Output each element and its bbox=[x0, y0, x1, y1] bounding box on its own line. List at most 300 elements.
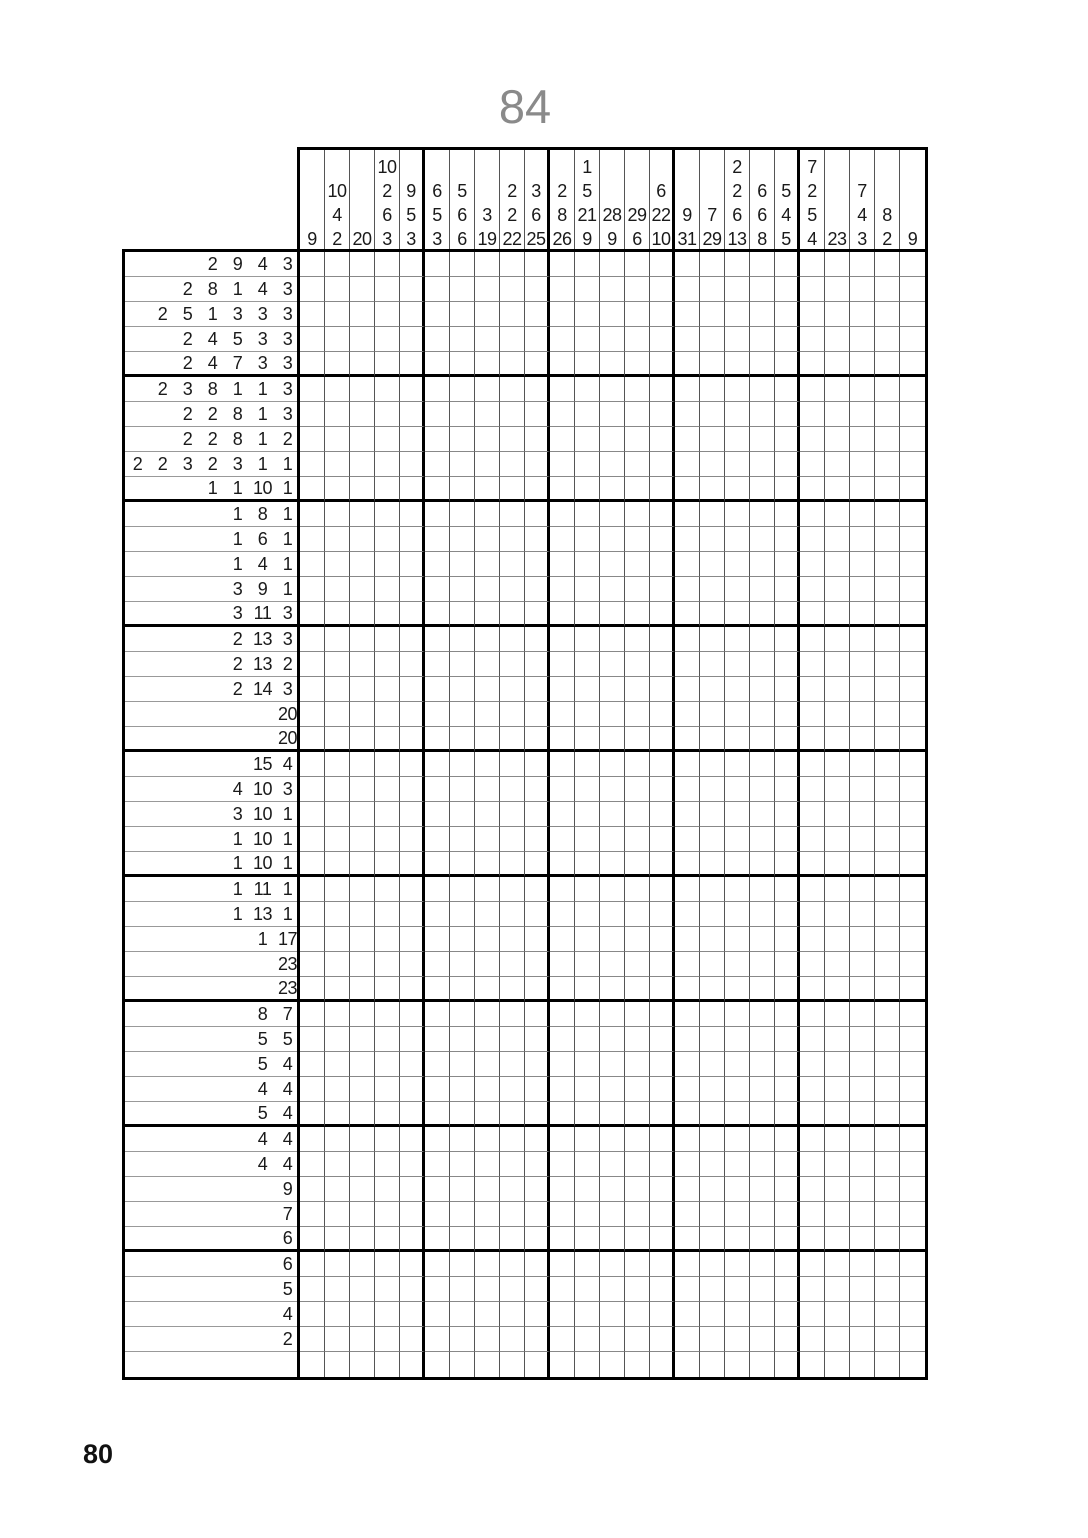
grid-cell[interactable] bbox=[725, 727, 750, 752]
grid-cell[interactable] bbox=[425, 1327, 450, 1352]
grid-cell[interactable] bbox=[600, 302, 625, 327]
grid-cell[interactable] bbox=[425, 1002, 450, 1027]
grid-cell[interactable] bbox=[375, 502, 400, 527]
grid-cell[interactable] bbox=[425, 977, 450, 1002]
grid-cell[interactable] bbox=[750, 377, 775, 402]
grid-cell[interactable] bbox=[375, 252, 400, 277]
grid-cell[interactable] bbox=[875, 252, 900, 277]
grid-cell[interactable] bbox=[650, 752, 675, 777]
grid-cell[interactable] bbox=[400, 852, 425, 877]
grid-cell[interactable] bbox=[550, 652, 575, 677]
grid-cell[interactable] bbox=[475, 502, 500, 527]
grid-cell[interactable] bbox=[400, 552, 425, 577]
grid-cell[interactable] bbox=[650, 1027, 675, 1052]
grid-cell[interactable] bbox=[750, 252, 775, 277]
grid-cell[interactable] bbox=[900, 1327, 925, 1352]
grid-cell[interactable] bbox=[550, 502, 575, 527]
grid-cell[interactable] bbox=[525, 927, 550, 952]
grid-cell[interactable] bbox=[650, 252, 675, 277]
grid-cell[interactable] bbox=[875, 1227, 900, 1252]
grid-cell[interactable] bbox=[550, 477, 575, 502]
grid-cell[interactable] bbox=[700, 1277, 725, 1302]
grid-cell[interactable] bbox=[675, 377, 700, 402]
grid-cell[interactable] bbox=[625, 302, 650, 327]
grid-cell[interactable] bbox=[825, 1327, 850, 1352]
grid-cell[interactable] bbox=[700, 1127, 725, 1152]
grid-cell[interactable] bbox=[575, 1277, 600, 1302]
grid-cell[interactable] bbox=[875, 927, 900, 952]
grid-cell[interactable] bbox=[900, 277, 925, 302]
grid-cell[interactable] bbox=[900, 577, 925, 602]
grid-cell[interactable] bbox=[775, 627, 800, 652]
grid-cell[interactable] bbox=[850, 877, 875, 902]
grid-cell[interactable] bbox=[800, 627, 825, 652]
grid-cell[interactable] bbox=[900, 427, 925, 452]
grid-cell[interactable] bbox=[900, 352, 925, 377]
grid-cell[interactable] bbox=[775, 552, 800, 577]
grid-cell[interactable] bbox=[700, 427, 725, 452]
grid-cell[interactable] bbox=[525, 977, 550, 1002]
grid-cell[interactable] bbox=[475, 577, 500, 602]
grid-cell[interactable] bbox=[350, 352, 375, 377]
grid-cell[interactable] bbox=[575, 402, 600, 427]
grid-cell[interactable] bbox=[325, 802, 350, 827]
grid-cell[interactable] bbox=[625, 1202, 650, 1227]
grid-cell[interactable] bbox=[325, 1102, 350, 1127]
grid-cell[interactable] bbox=[625, 1027, 650, 1052]
grid-cell[interactable] bbox=[850, 977, 875, 1002]
grid-cell[interactable] bbox=[500, 752, 525, 777]
grid-cell[interactable] bbox=[550, 802, 575, 827]
grid-cell[interactable] bbox=[900, 1077, 925, 1102]
grid-cell[interactable] bbox=[800, 552, 825, 577]
grid-cell[interactable] bbox=[775, 1002, 800, 1027]
grid-cell[interactable] bbox=[300, 1252, 325, 1277]
grid-cell[interactable] bbox=[425, 352, 450, 377]
grid-cell[interactable] bbox=[425, 477, 450, 502]
grid-cell[interactable] bbox=[450, 1077, 475, 1102]
grid-cell[interactable] bbox=[625, 1227, 650, 1252]
grid-cell[interactable] bbox=[450, 1152, 475, 1177]
grid-cell[interactable] bbox=[750, 1052, 775, 1077]
grid-cell[interactable] bbox=[400, 702, 425, 727]
grid-cell[interactable] bbox=[325, 1152, 350, 1177]
grid-cell[interactable] bbox=[400, 802, 425, 827]
grid-cell[interactable] bbox=[850, 1052, 875, 1077]
grid-cell[interactable] bbox=[575, 652, 600, 677]
grid-cell[interactable] bbox=[575, 352, 600, 377]
grid-cell[interactable] bbox=[425, 277, 450, 302]
grid-cell[interactable] bbox=[425, 302, 450, 327]
grid-cell[interactable] bbox=[350, 302, 375, 327]
grid-cell[interactable] bbox=[900, 1102, 925, 1127]
grid-cell[interactable] bbox=[650, 727, 675, 752]
grid-cell[interactable] bbox=[575, 627, 600, 652]
grid-cell[interactable] bbox=[400, 1002, 425, 1027]
grid-cell[interactable] bbox=[750, 1302, 775, 1327]
grid-cell[interactable] bbox=[450, 852, 475, 877]
grid-cell[interactable] bbox=[375, 1127, 400, 1152]
grid-cell[interactable] bbox=[625, 802, 650, 827]
grid-cell[interactable] bbox=[475, 1102, 500, 1127]
grid-cell[interactable] bbox=[675, 277, 700, 302]
grid-cell[interactable] bbox=[825, 1027, 850, 1052]
grid-cell[interactable] bbox=[425, 1302, 450, 1327]
grid-cell[interactable] bbox=[400, 452, 425, 477]
grid-cell[interactable] bbox=[900, 802, 925, 827]
grid-cell[interactable] bbox=[800, 1252, 825, 1277]
grid-cell[interactable] bbox=[775, 1202, 800, 1227]
grid-cell[interactable] bbox=[675, 252, 700, 277]
grid-cell[interactable] bbox=[675, 1352, 700, 1377]
grid-cell[interactable] bbox=[725, 1102, 750, 1127]
grid-cell[interactable] bbox=[850, 802, 875, 827]
grid-cell[interactable] bbox=[550, 452, 575, 477]
grid-cell[interactable] bbox=[875, 702, 900, 727]
grid-cell[interactable] bbox=[325, 452, 350, 477]
grid-cell[interactable] bbox=[350, 902, 375, 927]
grid-cell[interactable] bbox=[400, 1302, 425, 1327]
grid-cell[interactable] bbox=[400, 752, 425, 777]
grid-cell[interactable] bbox=[850, 377, 875, 402]
grid-cell[interactable] bbox=[675, 1102, 700, 1127]
grid-cell[interactable] bbox=[475, 1227, 500, 1252]
grid-cell[interactable] bbox=[625, 1152, 650, 1177]
grid-cell[interactable] bbox=[675, 877, 700, 902]
grid-cell[interactable] bbox=[775, 252, 800, 277]
grid-cell[interactable] bbox=[800, 652, 825, 677]
grid-cell[interactable] bbox=[850, 702, 875, 727]
grid-cell[interactable] bbox=[850, 452, 875, 477]
grid-cell[interactable] bbox=[375, 1302, 400, 1327]
grid-cell[interactable] bbox=[575, 302, 600, 327]
grid-cell[interactable] bbox=[525, 1277, 550, 1302]
grid-cell[interactable] bbox=[675, 827, 700, 852]
grid-cell[interactable] bbox=[350, 627, 375, 652]
grid-cell[interactable] bbox=[475, 1177, 500, 1202]
grid-cell[interactable] bbox=[525, 452, 550, 477]
grid-cell[interactable] bbox=[900, 677, 925, 702]
grid-cell[interactable] bbox=[575, 702, 600, 727]
grid-cell[interactable] bbox=[375, 427, 400, 452]
grid-cell[interactable] bbox=[700, 1002, 725, 1027]
grid-cell[interactable] bbox=[500, 677, 525, 702]
grid-cell[interactable] bbox=[900, 1277, 925, 1302]
grid-cell[interactable] bbox=[725, 1052, 750, 1077]
grid-cell[interactable] bbox=[550, 1027, 575, 1052]
grid-cell[interactable] bbox=[400, 327, 425, 352]
grid-cell[interactable] bbox=[475, 1252, 500, 1277]
grid-cell[interactable] bbox=[775, 1152, 800, 1177]
grid-cell[interactable] bbox=[450, 777, 475, 802]
grid-cell[interactable] bbox=[400, 877, 425, 902]
grid-cell[interactable] bbox=[450, 1177, 475, 1202]
grid-cell[interactable] bbox=[900, 602, 925, 627]
grid-cell[interactable] bbox=[700, 702, 725, 727]
grid-cell[interactable] bbox=[525, 527, 550, 552]
grid-cell[interactable] bbox=[900, 1152, 925, 1177]
grid-cell[interactable] bbox=[500, 1077, 525, 1102]
grid-cell[interactable] bbox=[350, 502, 375, 527]
grid-cell[interactable] bbox=[800, 727, 825, 752]
grid-cell[interactable] bbox=[625, 477, 650, 502]
grid-cell[interactable] bbox=[700, 502, 725, 527]
grid-cell[interactable] bbox=[300, 727, 325, 752]
grid-cell[interactable] bbox=[750, 327, 775, 352]
grid-cell[interactable] bbox=[300, 1227, 325, 1252]
grid-cell[interactable] bbox=[825, 802, 850, 827]
grid-cell[interactable] bbox=[475, 477, 500, 502]
grid-cell[interactable] bbox=[825, 827, 850, 852]
grid-cell[interactable] bbox=[425, 577, 450, 602]
grid-cell[interactable] bbox=[850, 1302, 875, 1327]
grid-cell[interactable] bbox=[825, 702, 850, 727]
grid-cell[interactable] bbox=[400, 277, 425, 302]
grid-cell[interactable] bbox=[625, 927, 650, 952]
grid-cell[interactable] bbox=[675, 427, 700, 452]
grid-cell[interactable] bbox=[375, 1052, 400, 1077]
grid-cell[interactable] bbox=[325, 1127, 350, 1152]
grid-cell[interactable] bbox=[900, 452, 925, 477]
grid-cell[interactable] bbox=[725, 1077, 750, 1102]
grid-cell[interactable] bbox=[550, 327, 575, 352]
grid-cell[interactable] bbox=[600, 1077, 625, 1102]
grid-cell[interactable] bbox=[825, 902, 850, 927]
grid-cell[interactable] bbox=[775, 1327, 800, 1352]
grid-cell[interactable] bbox=[450, 827, 475, 852]
grid-cell[interactable] bbox=[625, 602, 650, 627]
grid-cell[interactable] bbox=[350, 402, 375, 427]
grid-cell[interactable] bbox=[600, 377, 625, 402]
grid-cell[interactable] bbox=[525, 252, 550, 277]
grid-cell[interactable] bbox=[600, 652, 625, 677]
grid-cell[interactable] bbox=[875, 1127, 900, 1152]
grid-cell[interactable] bbox=[575, 452, 600, 477]
grid-cell[interactable] bbox=[800, 702, 825, 727]
grid-cell[interactable] bbox=[425, 1227, 450, 1252]
grid-cell[interactable] bbox=[375, 627, 400, 652]
grid-cell[interactable] bbox=[350, 527, 375, 552]
grid-cell[interactable] bbox=[800, 802, 825, 827]
grid-cell[interactable] bbox=[600, 1177, 625, 1202]
grid-cell[interactable] bbox=[775, 677, 800, 702]
grid-cell[interactable] bbox=[725, 627, 750, 652]
grid-cell[interactable] bbox=[875, 577, 900, 602]
grid-cell[interactable] bbox=[900, 302, 925, 327]
grid-cell[interactable] bbox=[325, 952, 350, 977]
grid-cell[interactable] bbox=[750, 852, 775, 877]
grid-cell[interactable] bbox=[450, 402, 475, 427]
grid-cell[interactable] bbox=[325, 402, 350, 427]
grid-cell[interactable] bbox=[825, 1077, 850, 1102]
grid-cell[interactable] bbox=[800, 1302, 825, 1327]
grid-cell[interactable] bbox=[300, 1302, 325, 1327]
grid-cell[interactable] bbox=[775, 502, 800, 527]
grid-cell[interactable] bbox=[525, 1302, 550, 1327]
grid-cell[interactable] bbox=[375, 802, 400, 827]
grid-cell[interactable] bbox=[900, 877, 925, 902]
grid-cell[interactable] bbox=[575, 1202, 600, 1227]
grid-cell[interactable] bbox=[650, 352, 675, 377]
grid-cell[interactable] bbox=[800, 902, 825, 927]
grid-cell[interactable] bbox=[525, 627, 550, 652]
grid-cell[interactable] bbox=[400, 827, 425, 852]
grid-cell[interactable] bbox=[425, 1352, 450, 1377]
grid-cell[interactable] bbox=[775, 1052, 800, 1077]
grid-cell[interactable] bbox=[750, 1152, 775, 1177]
grid-cell[interactable] bbox=[900, 927, 925, 952]
grid-cell[interactable] bbox=[375, 602, 400, 627]
grid-cell[interactable] bbox=[450, 1027, 475, 1052]
grid-cell[interactable] bbox=[675, 677, 700, 702]
grid-cell[interactable] bbox=[825, 602, 850, 627]
grid-cell[interactable] bbox=[750, 1352, 775, 1377]
grid-cell[interactable] bbox=[525, 1327, 550, 1352]
grid-cell[interactable] bbox=[850, 402, 875, 427]
grid-cell[interactable] bbox=[500, 652, 525, 677]
grid-cell[interactable] bbox=[725, 427, 750, 452]
grid-cell[interactable] bbox=[400, 1077, 425, 1102]
grid-cell[interactable] bbox=[600, 1202, 625, 1227]
grid-cell[interactable] bbox=[500, 1302, 525, 1327]
grid-cell[interactable] bbox=[775, 802, 800, 827]
grid-cell[interactable] bbox=[625, 527, 650, 552]
grid-cell[interactable] bbox=[625, 652, 650, 677]
grid-cell[interactable] bbox=[750, 602, 775, 627]
grid-cell[interactable] bbox=[450, 452, 475, 477]
grid-cell[interactable] bbox=[900, 702, 925, 727]
grid-cell[interactable] bbox=[375, 352, 400, 377]
grid-cell[interactable] bbox=[500, 927, 525, 952]
grid-cell[interactable] bbox=[600, 727, 625, 752]
grid-cell[interactable] bbox=[675, 727, 700, 752]
grid-cell[interactable] bbox=[500, 952, 525, 977]
grid-cell[interactable] bbox=[475, 727, 500, 752]
grid-cell[interactable] bbox=[350, 477, 375, 502]
grid-cell[interactable] bbox=[800, 877, 825, 902]
grid-cell[interactable] bbox=[575, 377, 600, 402]
grid-cell[interactable] bbox=[750, 477, 775, 502]
grid-cell[interactable] bbox=[600, 802, 625, 827]
grid-cell[interactable] bbox=[525, 352, 550, 377]
grid-cell[interactable] bbox=[850, 1202, 875, 1227]
grid-cell[interactable] bbox=[550, 852, 575, 877]
grid-cell[interactable] bbox=[600, 852, 625, 877]
grid-cell[interactable] bbox=[600, 552, 625, 577]
grid-cell[interactable] bbox=[675, 777, 700, 802]
grid-cell[interactable] bbox=[700, 402, 725, 427]
grid-cell[interactable] bbox=[825, 752, 850, 777]
grid-cell[interactable] bbox=[400, 302, 425, 327]
grid-cell[interactable] bbox=[850, 777, 875, 802]
grid-cell[interactable] bbox=[775, 877, 800, 902]
grid-cell[interactable] bbox=[400, 977, 425, 1002]
grid-cell[interactable] bbox=[525, 1202, 550, 1227]
grid-cell[interactable] bbox=[850, 652, 875, 677]
grid-cell[interactable] bbox=[700, 977, 725, 1002]
grid-cell[interactable] bbox=[600, 1352, 625, 1377]
grid-cell[interactable] bbox=[575, 827, 600, 852]
grid-cell[interactable] bbox=[700, 677, 725, 702]
grid-cell[interactable] bbox=[700, 727, 725, 752]
grid-cell[interactable] bbox=[425, 502, 450, 527]
grid-cell[interactable] bbox=[650, 1277, 675, 1302]
grid-cell[interactable] bbox=[825, 852, 850, 877]
grid-cell[interactable] bbox=[875, 827, 900, 852]
grid-cell[interactable] bbox=[750, 1252, 775, 1277]
grid-cell[interactable] bbox=[375, 952, 400, 977]
grid-cell[interactable] bbox=[575, 277, 600, 302]
grid-cell[interactable] bbox=[650, 927, 675, 952]
grid-cell[interactable] bbox=[875, 902, 900, 927]
grid-cell[interactable] bbox=[725, 1252, 750, 1277]
grid-cell[interactable] bbox=[850, 527, 875, 552]
grid-cell[interactable] bbox=[700, 1227, 725, 1252]
grid-cell[interactable] bbox=[575, 427, 600, 452]
grid-cell[interactable] bbox=[325, 1202, 350, 1227]
grid-cell[interactable] bbox=[875, 602, 900, 627]
grid-cell[interactable] bbox=[875, 1277, 900, 1302]
grid-cell[interactable] bbox=[475, 977, 500, 1002]
grid-cell[interactable] bbox=[675, 927, 700, 952]
grid-cell[interactable] bbox=[750, 752, 775, 777]
grid-cell[interactable] bbox=[900, 377, 925, 402]
grid-cell[interactable] bbox=[350, 727, 375, 752]
grid-cell[interactable] bbox=[675, 1152, 700, 1177]
grid-cell[interactable] bbox=[675, 327, 700, 352]
grid-cell[interactable] bbox=[475, 752, 500, 777]
grid-cell[interactable] bbox=[600, 352, 625, 377]
grid-cell[interactable] bbox=[625, 1052, 650, 1077]
grid-cell[interactable] bbox=[575, 1227, 600, 1252]
grid-cell[interactable] bbox=[550, 627, 575, 652]
grid-cell[interactable] bbox=[375, 977, 400, 1002]
grid-cell[interactable] bbox=[450, 577, 475, 602]
grid-cell[interactable] bbox=[550, 1177, 575, 1202]
grid-cell[interactable] bbox=[450, 1102, 475, 1127]
grid-cell[interactable] bbox=[800, 452, 825, 477]
grid-cell[interactable] bbox=[625, 377, 650, 402]
grid-cell[interactable] bbox=[900, 902, 925, 927]
grid-cell[interactable] bbox=[800, 1127, 825, 1152]
grid-cell[interactable] bbox=[425, 752, 450, 777]
grid-cell[interactable] bbox=[575, 502, 600, 527]
grid-cell[interactable] bbox=[375, 677, 400, 702]
grid-cell[interactable] bbox=[575, 552, 600, 577]
grid-cell[interactable] bbox=[775, 302, 800, 327]
grid-cell[interactable] bbox=[625, 1277, 650, 1302]
grid-cell[interactable] bbox=[850, 327, 875, 352]
grid-cell[interactable] bbox=[425, 1027, 450, 1052]
grid-cell[interactable] bbox=[500, 527, 525, 552]
grid-cell[interactable] bbox=[475, 1302, 500, 1327]
grid-cell[interactable] bbox=[750, 552, 775, 577]
grid-cell[interactable] bbox=[475, 302, 500, 327]
grid-cell[interactable] bbox=[425, 1077, 450, 1102]
grid-cell[interactable] bbox=[550, 1252, 575, 1277]
grid-cell[interactable] bbox=[500, 1127, 525, 1152]
grid-cell[interactable] bbox=[325, 277, 350, 302]
grid-cell[interactable] bbox=[375, 327, 400, 352]
grid-cell[interactable] bbox=[675, 852, 700, 877]
grid-cell[interactable] bbox=[425, 402, 450, 427]
grid-cell[interactable] bbox=[750, 1202, 775, 1227]
grid-cell[interactable] bbox=[625, 702, 650, 727]
grid-cell[interactable] bbox=[700, 952, 725, 977]
grid-cell[interactable] bbox=[350, 1002, 375, 1027]
grid-cell[interactable] bbox=[825, 1302, 850, 1327]
grid-cell[interactable] bbox=[575, 252, 600, 277]
